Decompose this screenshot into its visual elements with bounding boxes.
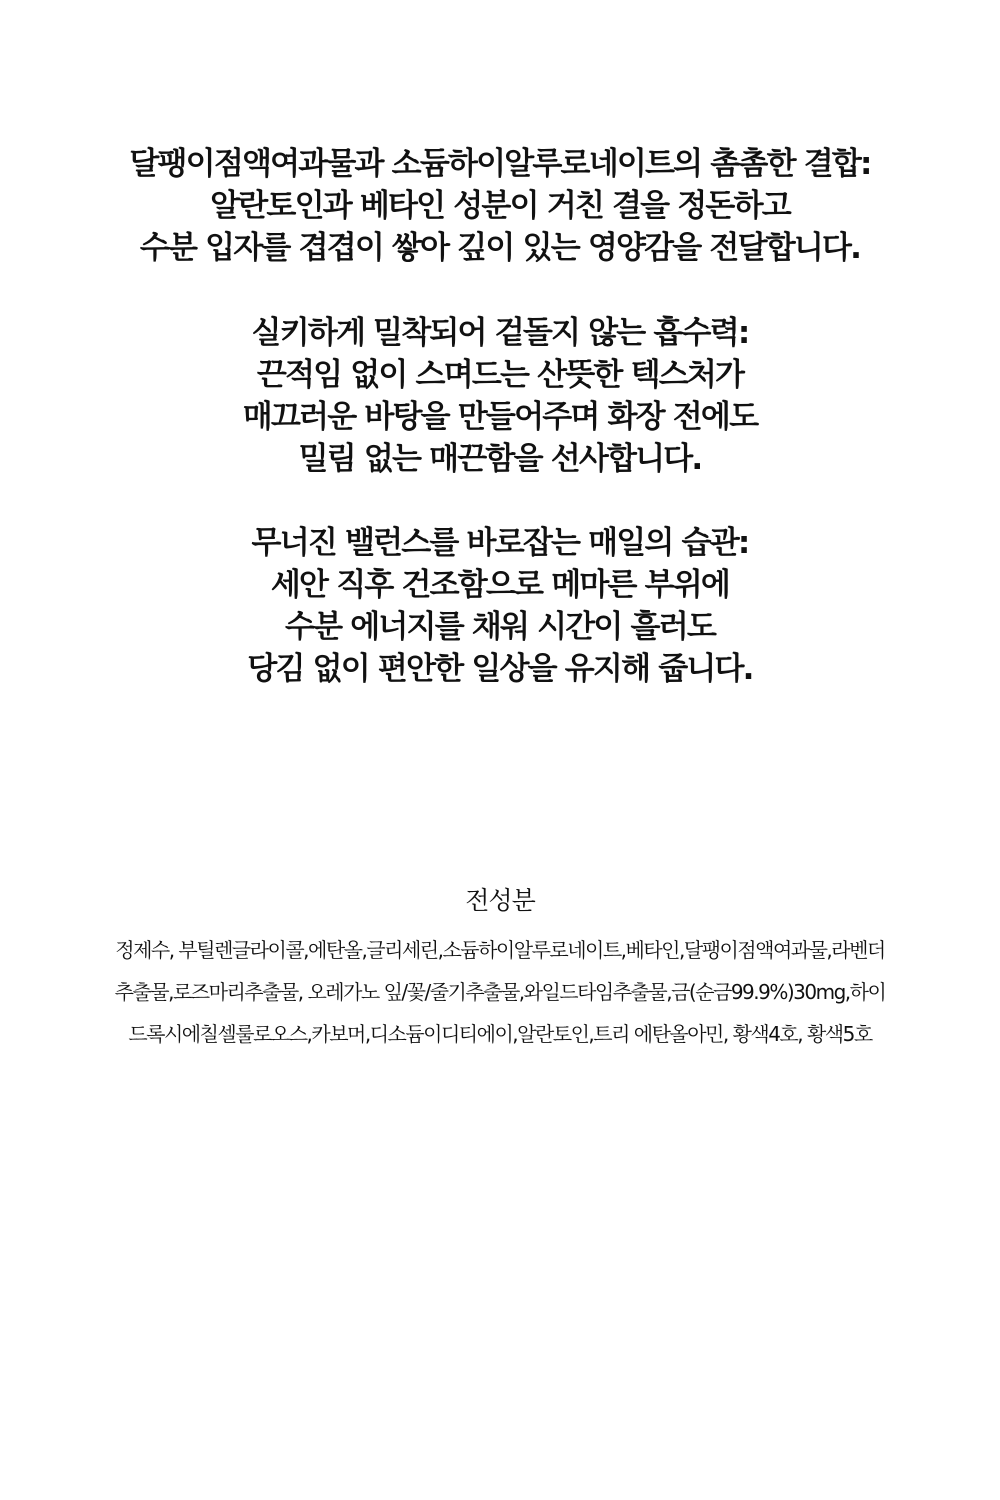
ingredients-line: 드록시에칠셀룰로오스,카보머,디소듐이디티에이,알란토인,트리 에탄올아민, 황색4호, 황색5호 <box>128 1022 872 1046</box>
paragraph-line: 끈적임 없이 스며드는 산뜻한 텍스처가 <box>256 357 744 393</box>
ingredients-list <box>40 929 960 1055</box>
paragraph-line: 무너진 밸런스를 바로잡는 매일의 습관: <box>251 525 749 561</box>
paragraph-line: 달팽이점액여과물과 소듐하이알루로네이트의 촘촘한 결합: <box>129 146 871 182</box>
paragraph-line: 매끄러운 바탕을 만들어주며 화장 전에도 <box>242 399 758 435</box>
description-paragraph-2 <box>40 312 960 480</box>
description-paragraph-1 <box>40 143 960 269</box>
paragraph-line: 당김 없이 편안한 일상을 유지해 줍니다. <box>247 651 753 687</box>
paragraph-line: 실키하게 밀착되어 겉돌지 않는 흡수력: <box>251 315 749 351</box>
ingredients-line: 추출물,로즈마리추출물, 오레가노 잎/꽃/줄기추출물,와일드타임추출물,금(순금99.9%)30mg,하이 <box>114 980 886 1004</box>
ingredients-line: 정제수, 부틸렌글라이콜,에탄올,글리세린,소듐하이알루로네이트,베타인,달팽이점액여과물,라벤더 <box>115 938 885 962</box>
paragraph-line: 세안 직후 건조함으로 메마른 부위에 <box>270 567 730 603</box>
paragraph-line: 밀림 없는 매끈함을 선사합니다. <box>298 441 702 477</box>
ingredients-title: 전성분 <box>465 886 535 915</box>
paragraph-line: 수분 에너지를 채워 시간이 흘러도 <box>284 609 715 645</box>
paragraph-line: 알란토인과 베타인 성분이 거친 결을 정돈하고 <box>210 188 790 224</box>
description-paragraph-3 <box>40 522 960 690</box>
paragraph-line: 수분 입자를 겹겹이 쌓아 깊이 있는 영양감을 전달합니다. <box>139 230 861 266</box>
